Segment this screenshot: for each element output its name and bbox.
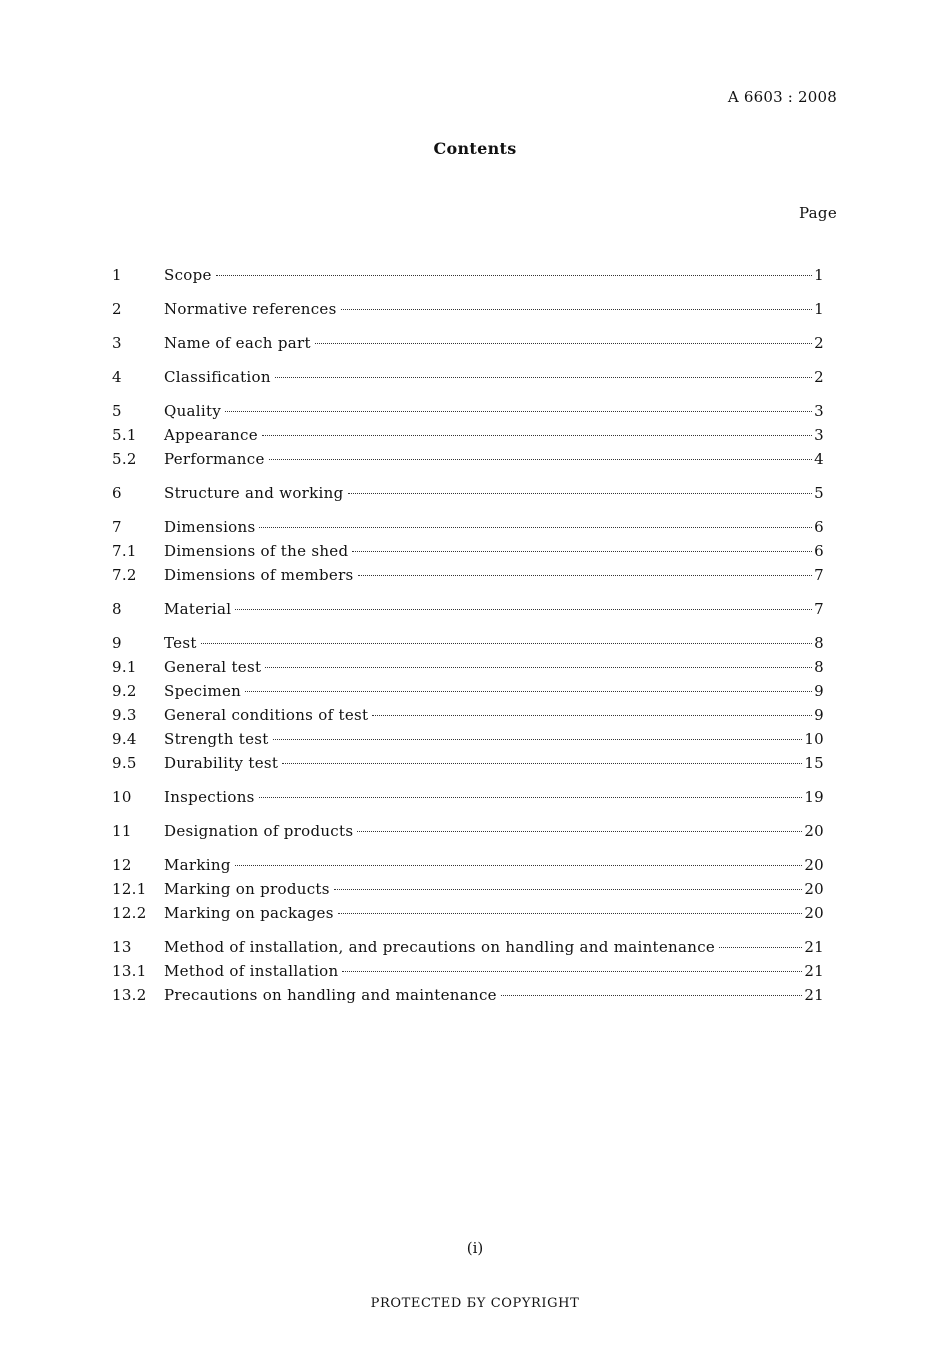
dot-leader [235, 609, 812, 610]
toc-entry-title: Durability test [164, 754, 279, 772]
toc-entry-title: Dimensions [164, 518, 256, 536]
toc-section-group [112, 634, 824, 778]
toc-entry-title: Classification [164, 368, 271, 386]
dot-leader [235, 865, 803, 866]
toc-entry-page: 15 [804, 754, 824, 772]
dot-leader [357, 831, 802, 832]
toc-section-group [112, 518, 824, 590]
toc-entry-number: 9.2 [112, 682, 137, 700]
toc-entry-title: Marking on packages [164, 904, 334, 922]
toc-section-group [112, 334, 824, 358]
toc-entry-page: 20 [804, 856, 824, 874]
toc-entry[interactable] [112, 706, 824, 730]
dot-leader [341, 309, 813, 310]
toc-entry-number: 10 [112, 788, 132, 806]
toc-entry-number: 5.1 [112, 426, 137, 444]
toc-entry-page: 8 [814, 634, 824, 652]
dot-leader [269, 459, 813, 460]
dot-leader [358, 575, 813, 576]
dot-leader [259, 527, 812, 528]
toc-entry[interactable] [112, 542, 824, 566]
toc-entry[interactable] [112, 518, 824, 542]
dot-leader [719, 947, 802, 948]
toc-entry-title: Material [164, 600, 232, 618]
toc-entry[interactable] [112, 334, 824, 358]
toc-entry-number: 4 [112, 368, 122, 386]
toc-entry-page: 8 [814, 658, 824, 676]
toc-entry-page: 6 [814, 518, 824, 536]
toc-entry[interactable] [112, 938, 824, 962]
toc-entry-number: 12 [112, 856, 132, 874]
dot-leader [315, 343, 812, 344]
dot-leader [225, 411, 812, 412]
toc-entry-title: Dimensions of members [164, 566, 354, 584]
toc-entry-title: Designation of products [164, 822, 354, 840]
toc-entry[interactable] [112, 822, 824, 846]
toc-entry[interactable] [112, 658, 824, 682]
dot-leader [245, 691, 812, 692]
toc-entry-page: 3 [814, 426, 824, 444]
page-number: (i) [466, 1239, 484, 1257]
toc-entry-number: 2 [112, 300, 122, 318]
toc-entry-page: 21 [804, 962, 824, 980]
toc-entry[interactable] [112, 402, 824, 426]
toc-entry-number: 9.5 [112, 754, 137, 772]
toc-entry-page: 19 [804, 788, 824, 806]
toc-entry-page: 20 [804, 822, 824, 840]
toc-entry[interactable] [112, 300, 824, 324]
dot-leader [259, 797, 803, 798]
toc-entry-page: 7 [814, 600, 824, 618]
toc-entry[interactable] [112, 986, 824, 1010]
toc-entry-page: 9 [814, 706, 824, 724]
toc-entry-number: 11 [112, 822, 132, 840]
toc-entry-number: 9.3 [112, 706, 137, 724]
toc-entry[interactable] [112, 904, 824, 928]
toc-entry-title: Structure and working [164, 484, 344, 502]
toc-entry-page: 9 [814, 682, 824, 700]
toc-entry-number: 9.4 [112, 730, 137, 748]
toc-entry-page: 20 [804, 904, 824, 922]
toc-entry-page: 20 [804, 880, 824, 898]
dot-leader [372, 715, 812, 716]
dot-leader [275, 377, 812, 378]
toc-entry-title: Normative references [164, 300, 337, 318]
toc-entry[interactable] [112, 788, 824, 812]
toc-entry-page: 2 [814, 334, 824, 352]
dot-leader [352, 551, 812, 552]
copyright-notice: PROTECTED БY COPYRIGHT [370, 1296, 580, 1311]
toc-entry[interactable] [112, 962, 824, 986]
dot-leader [338, 913, 803, 914]
toc-entry[interactable] [112, 426, 824, 450]
toc-entry-page: 10 [804, 730, 824, 748]
dot-leader [282, 763, 802, 764]
toc-entry-page: 1 [814, 300, 824, 318]
toc-entry-number: 6 [112, 484, 122, 502]
toc-entry-number: 13.1 [112, 962, 147, 980]
dot-leader [201, 643, 813, 644]
toc-section-group [112, 938, 824, 1010]
toc-section-group [112, 484, 824, 508]
toc-entry-page: 1 [814, 266, 824, 284]
toc-section-group [112, 266, 824, 290]
toc-entry-page: 21 [804, 938, 824, 956]
toc-entry-title: Inspections [164, 788, 255, 806]
toc-section-group [112, 788, 824, 812]
toc-entry-title: Precautions on handling and maintenance [164, 986, 497, 1004]
toc-entry-number: 1 [112, 266, 122, 284]
toc-entry-number: 8 [112, 600, 122, 618]
toc-section-group [112, 300, 824, 324]
dot-leader [334, 889, 803, 890]
toc-entry-number: 9 [112, 634, 122, 652]
toc-section-group [112, 822, 824, 846]
toc-entry[interactable] [112, 368, 824, 392]
toc-entry-number: 13.2 [112, 986, 147, 1004]
toc-entry-number: 9.1 [112, 658, 137, 676]
toc-entry[interactable] [112, 600, 824, 624]
toc-entry-page: 6 [814, 542, 824, 560]
toc-entry-page: 21 [804, 986, 824, 1004]
toc-entry-title: Appearance [164, 426, 258, 444]
dot-leader [501, 995, 802, 996]
toc-entry-title: Method of installation, and precautions on handling and maintenance [164, 938, 716, 956]
toc-entry-number: 7 [112, 518, 122, 536]
toc-entry[interactable] [112, 450, 824, 474]
toc-entry[interactable] [112, 754, 824, 778]
toc-entry-title: Scope [164, 266, 212, 284]
toc-entry-number: 7.1 [112, 542, 137, 560]
dot-leader [216, 275, 812, 276]
document-code: A 6603 : 2008 [727, 88, 837, 106]
dot-leader [262, 435, 812, 436]
toc-entry-page: 2 [814, 368, 824, 386]
toc-entry-title: General conditions of test [164, 706, 369, 724]
toc-entry[interactable] [112, 634, 824, 658]
toc-entry[interactable] [112, 566, 824, 590]
toc-entry-title: Method of installation [164, 962, 339, 980]
toc-entry-title: Marking [164, 856, 231, 874]
toc-entry-number: 12.1 [112, 880, 147, 898]
dot-leader [348, 493, 813, 494]
dot-leader [273, 739, 803, 740]
dot-leader [265, 667, 812, 668]
page-title: Contents [433, 139, 517, 158]
toc-entry-title: Dimensions of the shed [164, 542, 349, 560]
toc-entry-number: 7.2 [112, 566, 137, 584]
toc-entry-page: 5 [814, 484, 824, 502]
toc-entry-page: 4 [814, 450, 824, 468]
toc-entry-number: 3 [112, 334, 122, 352]
toc-entry-title: Marking on products [164, 880, 330, 898]
toc-entry-title: Performance [164, 450, 265, 468]
toc-section-group [112, 600, 824, 624]
toc-entry-number: 5.2 [112, 450, 137, 468]
toc-entry[interactable] [112, 266, 824, 290]
toc-entry-title: General test [164, 658, 262, 676]
toc-entry[interactable] [112, 682, 824, 706]
page-column-label: Page [798, 204, 837, 222]
toc-section-group [112, 856, 824, 928]
dot-leader [342, 971, 802, 972]
toc-entry-number: 5 [112, 402, 122, 420]
toc-entry-title: Quality [164, 402, 222, 420]
toc-entry-title: Strength test [164, 730, 269, 748]
toc-entry-page: 7 [814, 566, 824, 584]
toc-entry[interactable] [112, 880, 824, 904]
toc-section-group [112, 368, 824, 392]
toc-entry-page: 3 [814, 402, 824, 420]
toc-section-group [112, 402, 824, 474]
toc-entry-number: 13 [112, 938, 132, 956]
toc-entry-number: 12.2 [112, 904, 147, 922]
toc-entry[interactable] [112, 856, 824, 880]
table-of-contents [112, 266, 824, 1020]
toc-entry-title: Specimen [164, 682, 242, 700]
toc-entry-title: Name of each part [164, 334, 311, 352]
toc-entry[interactable] [112, 730, 824, 754]
toc-entry-title: Test [164, 634, 197, 652]
toc-entry[interactable] [112, 484, 824, 508]
